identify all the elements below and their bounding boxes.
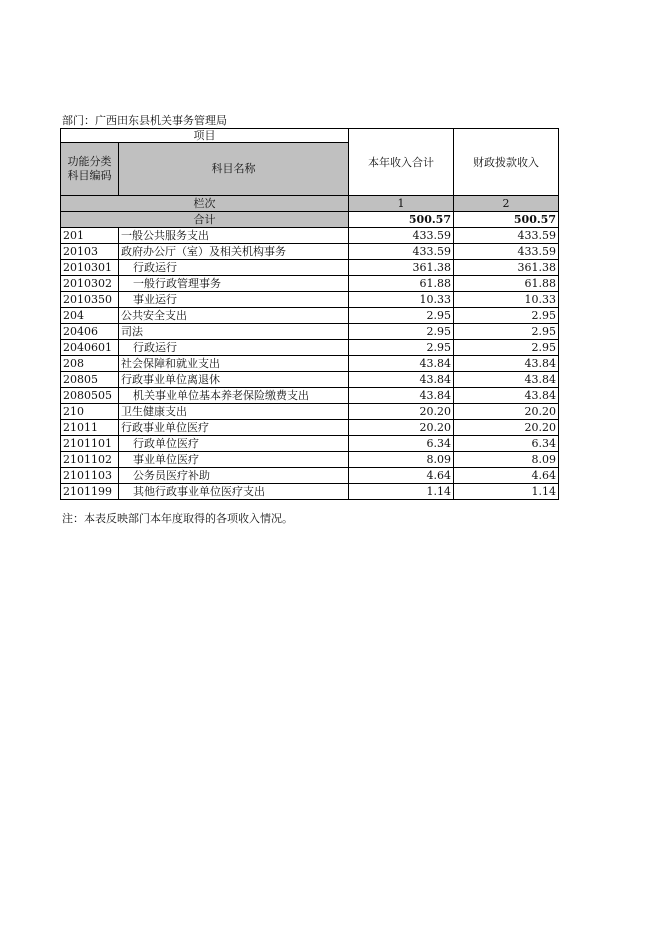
row-col1: 43.84 <box>349 388 454 404</box>
column-index-2: 2 <box>454 196 559 212</box>
row-col1: 4.64 <box>349 468 454 484</box>
column-index-label: 栏次 <box>61 196 349 212</box>
header-code-line1: 功能分类 <box>67 155 112 168</box>
row-name: 社会保障和就业支出 <box>119 356 349 372</box>
table-row <box>61 388 559 404</box>
table-row <box>61 324 559 340</box>
row-col1: 6.34 <box>349 436 454 452</box>
row-col2: 43.84 <box>454 372 559 388</box>
row-col1: 433.59 <box>349 228 454 244</box>
table-row <box>61 452 559 468</box>
row-name: 事业单位医疗 <box>119 452 349 468</box>
header-name: 科目名称 <box>119 143 349 196</box>
row-col2: 2.95 <box>454 324 559 340</box>
row-col1: 43.84 <box>349 356 454 372</box>
row-col2: 2.95 <box>454 308 559 324</box>
table-row <box>61 292 559 308</box>
row-col2: 8.09 <box>454 452 559 468</box>
row-code: 210 <box>61 404 119 420</box>
table-row <box>61 484 559 500</box>
row-col2: 361.38 <box>454 260 559 276</box>
row-name: 公务员医疗补助 <box>119 468 349 484</box>
row-col2: 1.14 <box>454 484 559 500</box>
total-col2: 500.57 <box>454 212 559 228</box>
header-col1: 本年收入合计 <box>349 129 454 196</box>
row-name: 行政运行 <box>119 340 349 356</box>
row-name: 公共安全支出 <box>119 308 349 324</box>
row-col1: 361.38 <box>349 260 454 276</box>
row-col1: 433.59 <box>349 244 454 260</box>
table-body <box>61 228 559 500</box>
row-col2: 10.33 <box>454 292 559 308</box>
income-table <box>60 128 559 500</box>
row-name: 其他行政事业单位医疗支出 <box>119 484 349 500</box>
row-col2: 433.59 <box>454 228 559 244</box>
row-col2: 20.20 <box>454 420 559 436</box>
header-code <box>61 143 119 196</box>
total-col1: 500.57 <box>349 212 454 228</box>
table-row <box>61 228 559 244</box>
row-col2: 43.84 <box>454 388 559 404</box>
row-code: 2101199 <box>61 484 119 500</box>
row-col1: 2.95 <box>349 340 454 356</box>
row-code: 2101103 <box>61 468 119 484</box>
row-code: 201 <box>61 228 119 244</box>
row-col1: 10.33 <box>349 292 454 308</box>
row-col1: 2.95 <box>349 308 454 324</box>
row-col1: 20.20 <box>349 404 454 420</box>
header-item-group: 项目 <box>61 129 349 143</box>
row-name: 事业运行 <box>119 292 349 308</box>
total-label: 合计 <box>61 212 349 228</box>
header-col2: 财政拨款收入 <box>454 129 559 196</box>
table-row <box>61 276 559 292</box>
row-col2: 61.88 <box>454 276 559 292</box>
table-header <box>61 129 559 228</box>
column-index-1: 1 <box>349 196 454 212</box>
row-code: 2010302 <box>61 276 119 292</box>
row-name: 行政事业单位医疗 <box>119 420 349 436</box>
row-name: 行政事业单位离退休 <box>119 372 349 388</box>
row-code: 208 <box>61 356 119 372</box>
row-col2: 20.20 <box>454 404 559 420</box>
row-code: 2101102 <box>61 452 119 468</box>
row-col2: 2.95 <box>454 340 559 356</box>
row-name: 行政运行 <box>119 260 349 276</box>
row-name: 一般公共服务支出 <box>119 228 349 244</box>
row-name: 司法 <box>119 324 349 340</box>
row-name: 一般行政管理事务 <box>119 276 349 292</box>
footnote: 注：本表反映部门本年度取得的各项收入情况。 <box>62 512 293 525</box>
row-col2: 433.59 <box>454 244 559 260</box>
row-name: 机关事业单位基本养老保险缴费支出 <box>119 388 349 404</box>
row-name: 政府办公厅（室）及相关机构事务 <box>119 244 349 260</box>
row-name: 卫生健康支出 <box>119 404 349 420</box>
row-code: 204 <box>61 308 119 324</box>
table-row <box>61 420 559 436</box>
table-row <box>61 244 559 260</box>
row-code: 21011 <box>61 420 119 436</box>
row-col1: 61.88 <box>349 276 454 292</box>
row-col2: 6.34 <box>454 436 559 452</box>
header-code-line2: 科目编码 <box>67 169 112 182</box>
table-row <box>61 468 559 484</box>
table-row <box>61 308 559 324</box>
table-row <box>61 372 559 388</box>
row-code: 20406 <box>61 324 119 340</box>
table-row <box>61 436 559 452</box>
row-col2: 43.84 <box>454 356 559 372</box>
row-col1: 8.09 <box>349 452 454 468</box>
row-col1: 20.20 <box>349 420 454 436</box>
table-row <box>61 356 559 372</box>
row-code: 20805 <box>61 372 119 388</box>
row-code: 2010301 <box>61 260 119 276</box>
table-row <box>61 340 559 356</box>
row-code: 2010350 <box>61 292 119 308</box>
row-name: 行政单位医疗 <box>119 436 349 452</box>
row-col2: 4.64 <box>454 468 559 484</box>
row-col1: 1.14 <box>349 484 454 500</box>
row-code: 2080505 <box>61 388 119 404</box>
row-code: 2040601 <box>61 340 119 356</box>
table-row <box>61 404 559 420</box>
row-code: 20103 <box>61 244 119 260</box>
row-col1: 43.84 <box>349 372 454 388</box>
row-col1: 2.95 <box>349 324 454 340</box>
department-label: 部门：广西田东县机关事务管理局 <box>62 114 227 127</box>
table-row <box>61 260 559 276</box>
row-code: 2101101 <box>61 436 119 452</box>
